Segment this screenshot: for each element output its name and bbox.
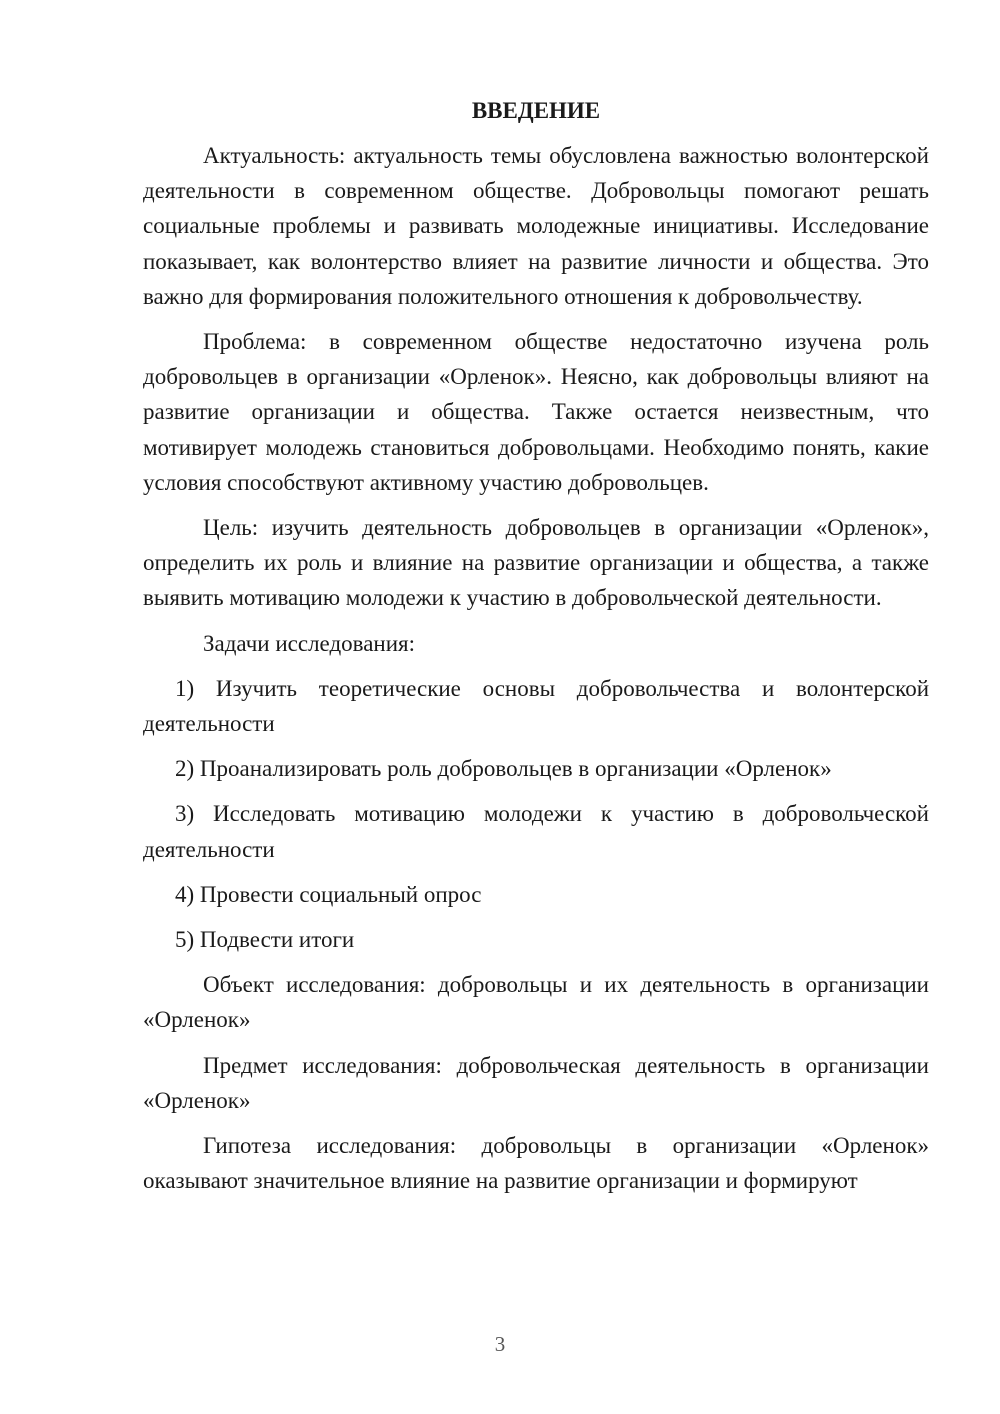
page-number: 3 — [494, 1332, 506, 1356]
list-item: 3) Исследовать мотивацию молодежи к участию в добровольческой деятельности — [143, 801, 929, 862]
list-item: 1) Изучить теоретические основы добровольчества и волонтерской деятельности — [143, 675, 929, 737]
object-paragraph: Объект исследования: добровольцы и их деятельность в организации «Орленок» — [143, 972, 929, 1033]
tasks-heading: Задачи исследования: — [203, 630, 416, 656]
list-item: 2) Проанализировать роль добровольцев в организации «Орленок» — [175, 756, 832, 782]
relevance-paragraph: Актуальность: актуальность темы обусловлена важностью волонтерской деятельности в современном обществе. Добровольцы помогают решать социальные проблемы и развивать молодежные инициативы. Исследование показывает, как волонтерство влияет на развитие личности и общества. Это важно для формирования положительного отношения к добровольчеству. — [143, 143, 929, 309]
goal-paragraph: Цель: изучить деятельность добровольцев в организации «Орленок», определить их роль и влияние на развитие организации и общества, а также выявить мотивацию молодежи к участию в добровольческой деятельности. — [143, 515, 929, 611]
list-item: 4) Провести социальный опрос — [175, 881, 482, 907]
document-page — [143, 92, 929, 1208]
problem-paragraph: Проблема: в современном обществе недостаточно изучена роль добровольцев в организации «Орленок». Неясно, как добровольцы влияют на развитие организации и общества. Также остается неизвестным, что мотивирует молодежь становиться добровольцами. Необходимо понять, какие условия способствуют активному участию добровольцев. — [143, 329, 929, 495]
subject-paragraph: Предмет исследования: добровольческая деятельность в организации «Орленок» — [143, 1052, 929, 1113]
page-title: ВВЕДЕНИЕ — [471, 98, 601, 123]
hypothesis-paragraph: Гипотеза исследования: добровольцы в организации «Орленок» оказывают значительное влияние на развитие организации и формируют — [143, 1133, 929, 1194]
list-item: 5) Подвести итоги — [175, 927, 355, 953]
